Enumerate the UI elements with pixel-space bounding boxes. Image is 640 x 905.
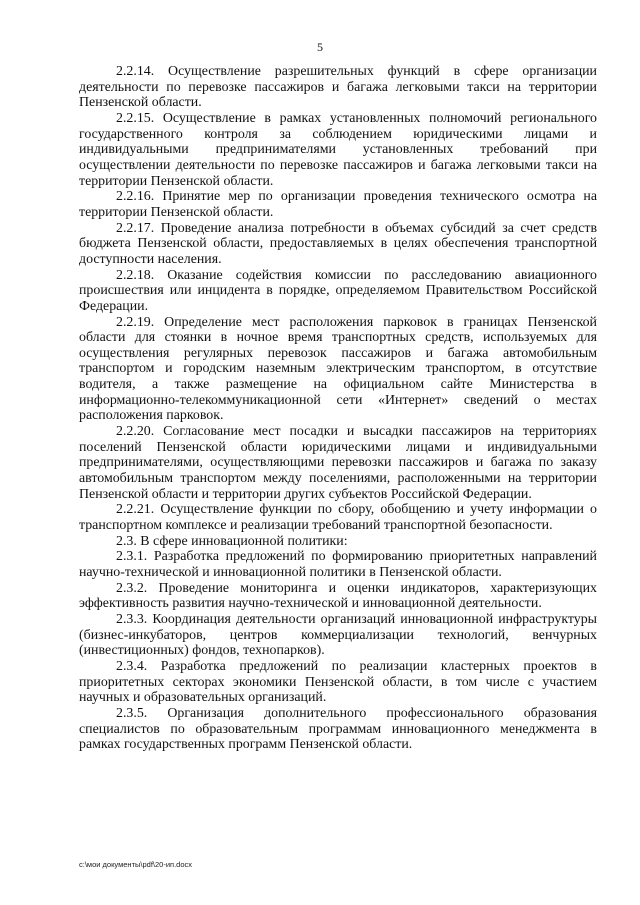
paragraph-2-2-18: 2.2.18. Оказание содействия комиссии по расследованию авиационного происшествия или инцидента в порядке, определяемом Правительством Российской Федерации. — [79, 267, 597, 314]
paragraph-2-3-1: 2.3.1. Разработка предложений по формированию приоритетных направлений научно-технической и инновационной политики в Пензенской области. — [79, 549, 597, 580]
paragraph-2-2-17: 2.2.17. Проведение анализа потребности в объемах субсидий за счет средств бюджета Пензенской области, предоставляемых в целях обеспечения транспортной доступности населения. — [79, 220, 597, 267]
paragraph-2-2-16: 2.2.16. Принятие мер по организации проведения технического осмотра на территории Пензенской области. — [79, 189, 597, 220]
document-body — [79, 64, 597, 753]
paragraph-2-2-14: 2.2.14. Осуществление разрешительных функций в сфере организации деятельности по перевозке пассажиров и багажа легковыми такси на территории Пензенской области. — [79, 64, 597, 111]
paragraph-2-2-21: 2.2.21. Осуществление функции по сбору, обобщению и учету информации о транспортном комплексе и реализации требований транспортной безопасности. — [79, 502, 597, 534]
paragraph-2-2-20: 2.2.20. Согласование мест посадки и высадки пассажиров на территориях поселений Пензенской области юридическими лицами и индивидуальными предпринимателями, осуществляющими перевозки пассажиров и багажа по заказу автомобильным транспортом между поселениями, расположенными на территории Пензенской области и территории других субъектов Российской Федерации. — [79, 424, 597, 502]
paragraph-2-3-5: 2.3.5. Организация дополнительного профессионального образования специалистов по образовательным программам инновационного менеджмента в рамках государственных программ Пензенской области. — [79, 705, 597, 753]
footer-file-path: c:\мои документы\pdf\20-ип.docx — [79, 860, 193, 869]
paragraph-2-3-2: 2.3.2. Проведение мониторинга и оценки индикаторов, характеризующих эффективность развития научно-технической и инновационной деятельности. — [79, 580, 597, 612]
paragraph-2-3-4: 2.3.4. Разработка предложений по реализации кластерных проектов в приоритетных секторах экономики Пензенской области, в том числе с участием научных и образовательных организаций. — [79, 658, 597, 706]
paragraph-2-2-15: 2.2.15. Осуществление в рамках установленных полномочий регионального государственного контроля за соблюдением юридическими лицами и индивидуальными предпринимателями установленных требований при осуществлении деятельности по перевозке пассажиров и багажа легковыми такси на территории Пензенской области. — [79, 110, 597, 189]
section-heading-2-3: 2.3. В сфере инновационной политики: — [116, 533, 348, 549]
paragraph-2-3-3: 2.3.3. Координация деятельности организаций инновационной инфраструктуры (бизнес-инкубаторов, центров коммерциализации технологий, венчурных (инвестиционных) фондов, технопарков). — [79, 611, 597, 659]
page-number: 5 — [317, 40, 323, 54]
paragraph-2-2-19: 2.2.19. Определение мест расположения парковок в границах Пензенской области для стоянки в ночное время транспортных средств, используемых для осуществления регулярных перевозок пассажиров и багажа автомобильным транспортом и городским наземным электрическим транспортом, в отсутствие водителя, а также размещение на официальном сайте Министерства в информационно-телекоммуникационной сети «Интернет» сведений о местах расположения парковок. — [79, 314, 597, 424]
